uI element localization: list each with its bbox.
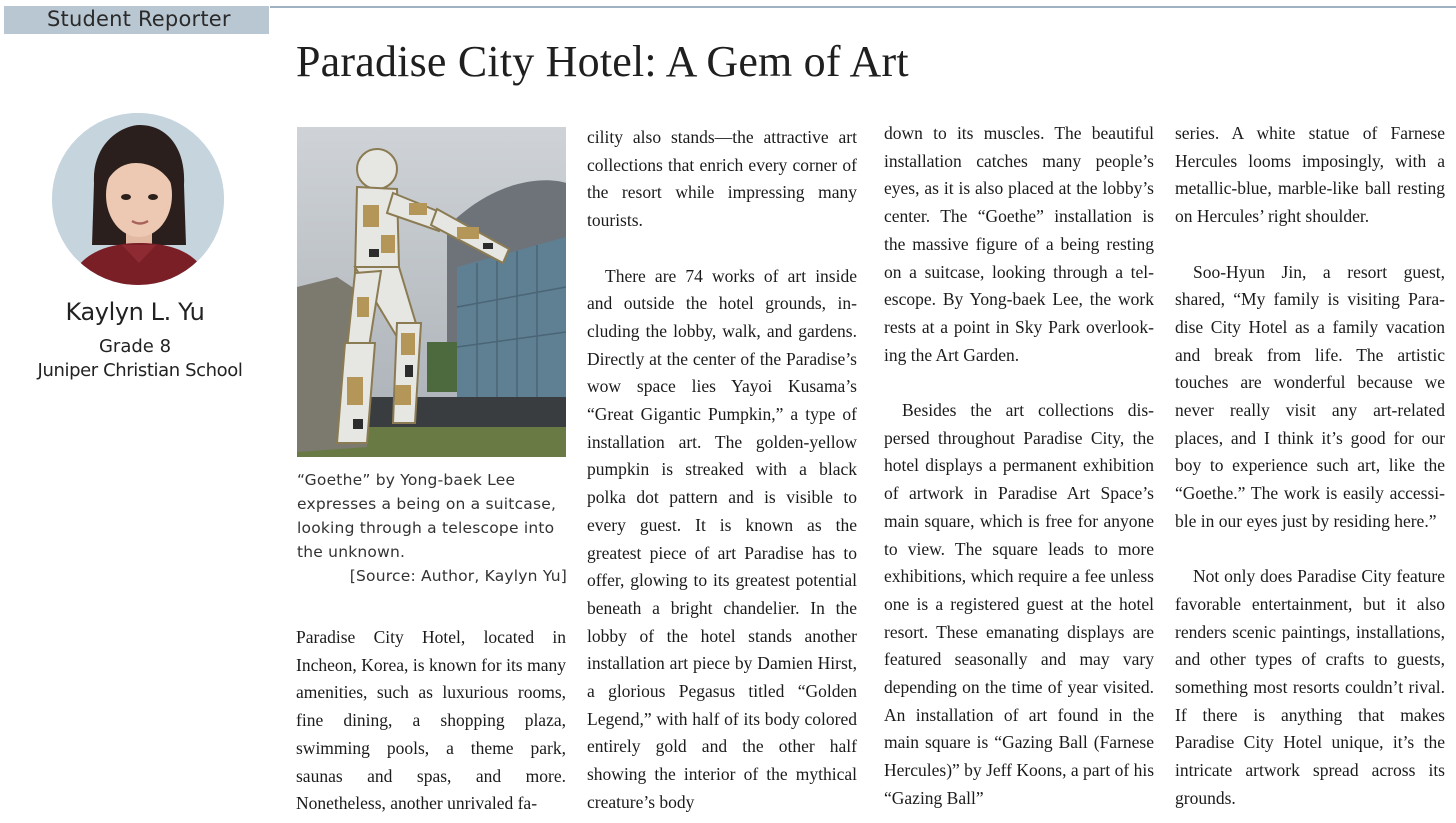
- top-rule: [270, 6, 1456, 8]
- paragraph: Paradise City Hotel, located in Incheon, Korea, is known for its many amenities, such as luxurious rooms, fine dining, a shopping plaza, swimming pools, a theme park, saunas and spas, and more. Nonetheless, another unrivaled fa-: [296, 627, 566, 814]
- goethe-sculpture-illustration: [297, 127, 566, 457]
- article-column-1: [296, 624, 566, 818]
- article-column-2: [587, 124, 857, 817]
- photo-caption-text: “Goethe” by Yong-baek Lee expresses a being on a suitcase, looking through a telescope into the unknown.: [297, 471, 557, 561]
- article-column-4: [1175, 120, 1445, 813]
- photo-caption: [297, 468, 569, 588]
- paragraph: series. A white statue of Farnese Hercules looms imposingly, with a metallic-blue, marble-like ball resting on Hercules’ right shoulder.: [1175, 123, 1445, 227]
- photo-source: [Source: Author, Kaylyn Yu]: [349, 567, 567, 585]
- section-tag-label: Student Reporter: [47, 7, 231, 31]
- author-avatar: [52, 113, 224, 285]
- paragraph: down to its muscles. The beautiful installation catches many people’s eyes, as it is also placed at the lobby’s center. The “Goethe” installation is the massive figure of a being resting on a suitcase, looking through a telescope. By Yong-baek Lee, the work rests at a point in Sky Park overlooking the Art Garden.: [884, 123, 1154, 365]
- paragraph: Soo-Hyun Jin, a resort guest, shared, “My family is visiting Paradise City Hotel as a family vacation and break from life. The artistic touches are wonderful because we never really visit any art-related places, and I think it’s good for our boy to experience such art, like the “Goethe.” The work is easily accessible in our eyes just by residing here.”: [1175, 261, 1445, 531]
- section-tag: [4, 6, 269, 34]
- goethe-photo: [297, 127, 566, 457]
- paragraph: There are 74 works of art inside and outside the hotel grounds, including the lobby, walk, and gardens. Directly at the center of the Paradise’s wow space lies Yayoi Kusama’s “Great Gigantic Pumpkin,” a type of installation art. The golden-yellow pumpkin is streaked with a black polka dot pattern and is visible to every guest. It is known as the greatest piece of art Paradise has to offer, glowing to its greatest potential beneath a bright chandelier. In the lobby of the hotel stands another installation art piece by Damien Hirst, a glorious Pegasus titled “Golden Legend,” with half of its body colored entirely gold and the other half showing the interior of the mythical creature’s body: [587, 265, 857, 812]
- paragraph: cility also stands—the attractive art collections that enrich every corner of the resort while impressing many tourists.: [587, 127, 857, 231]
- article-headline: Paradise City Hotel: A Gem of Art: [296, 37, 909, 86]
- paragraph: Besides the art collections dispersed throughout Paradise City, the hotel displays a permanent exhibition of artwork in Paradise Art Space’s main square, which is free for anyone to view. The square leads to more exhibitions, which require a fee unless one is a registered guest at the hotel resort. These emanating displays are featured seasonally and may vary depending on the time of year visited. An installation of art found in the main square is “Gazing Ball (Farnese Hercules)” by Jeff Koons, a part of his “Gazing Ball”: [884, 400, 1154, 808]
- author-portrait-illustration: [52, 113, 224, 285]
- paragraph: Not only does Paradise City feature favorable entertainment, but it also renders scenic paintings, installations, and other types of crafts to guests, something most resorts couldn’t rival. If there is anything that makes Paradise City Hotel unique, it’s the intricate artwork spread across its grounds.: [1175, 566, 1445, 808]
- author-grade: Grade 8: [98, 336, 172, 357]
- article-column-3: [884, 120, 1154, 813]
- author-name: Kaylyn L. Yu: [65, 298, 205, 326]
- author-school: Juniper Christian School: [37, 360, 243, 381]
